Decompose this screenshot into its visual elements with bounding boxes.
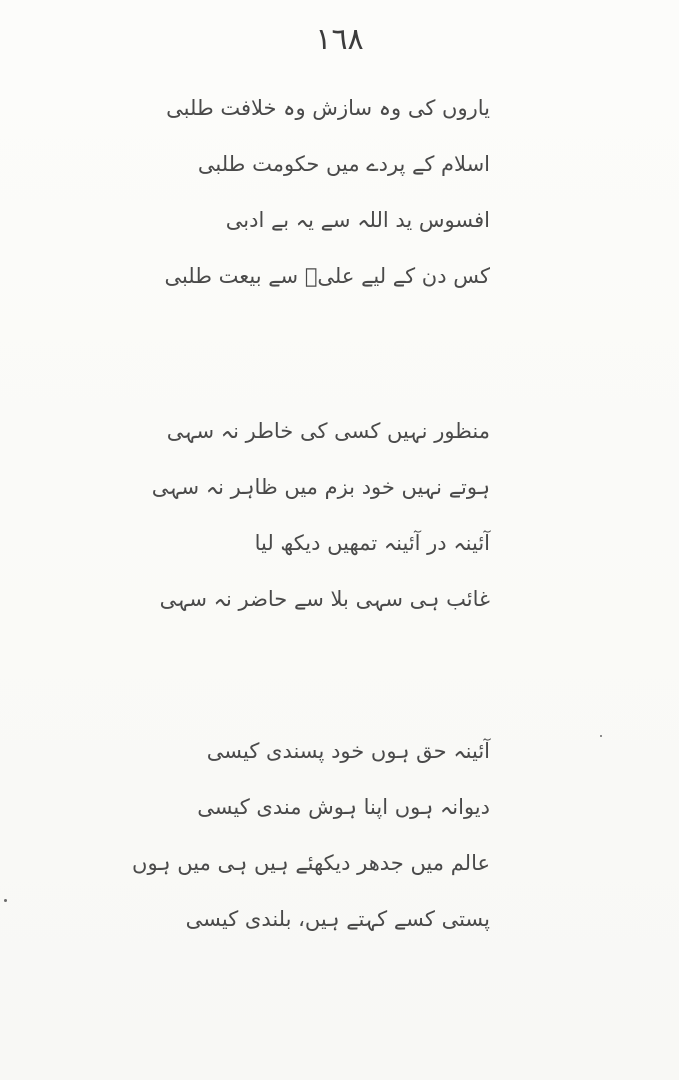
verse-line: آئینہ حق ہوں خود پسندی کیسی (206, 739, 490, 763)
verse-line: آئینہ در آئینہ تمھیں دیکھ لیا (254, 531, 490, 555)
verse-line: منظور نہیں کسی کی خاطر نہ سہی (166, 419, 490, 443)
verse-line: غائب ہی سہی بلا سے حاضر نہ سہی (159, 587, 490, 611)
stanza-2 (150, 403, 490, 627)
verse-line: یاروں کی وہ سازش وہ خلافت طلبی (166, 96, 490, 120)
verse-line: افسوس ید اللہ سے یہ بے ادبی (225, 208, 490, 232)
stanza-3 (132, 723, 490, 947)
verse-line: کس دن کے لیے علیؑ سے بیعت طلبی (164, 264, 490, 288)
verse-line: دیوانہ ہوں اپنا ہوش مندی کیسی (197, 795, 490, 819)
verse-line: اسلام کے پردے میں حکومت طلبی (197, 152, 490, 176)
stanza-1 (150, 80, 490, 304)
scan-speck (600, 735, 602, 737)
verse-line: عالم میں جدھر دیکھئے ہیں ہی میں ہوں (132, 851, 490, 875)
scan-speck (4, 899, 7, 902)
verse-line: ہوتے نہیں خود بزم میں ظاہر نہ سہی (151, 475, 490, 499)
page-number: ١٦٨ (315, 22, 364, 57)
verse-line: پستی کسے کہتے ہیں، بلندی کیسی (185, 907, 490, 931)
